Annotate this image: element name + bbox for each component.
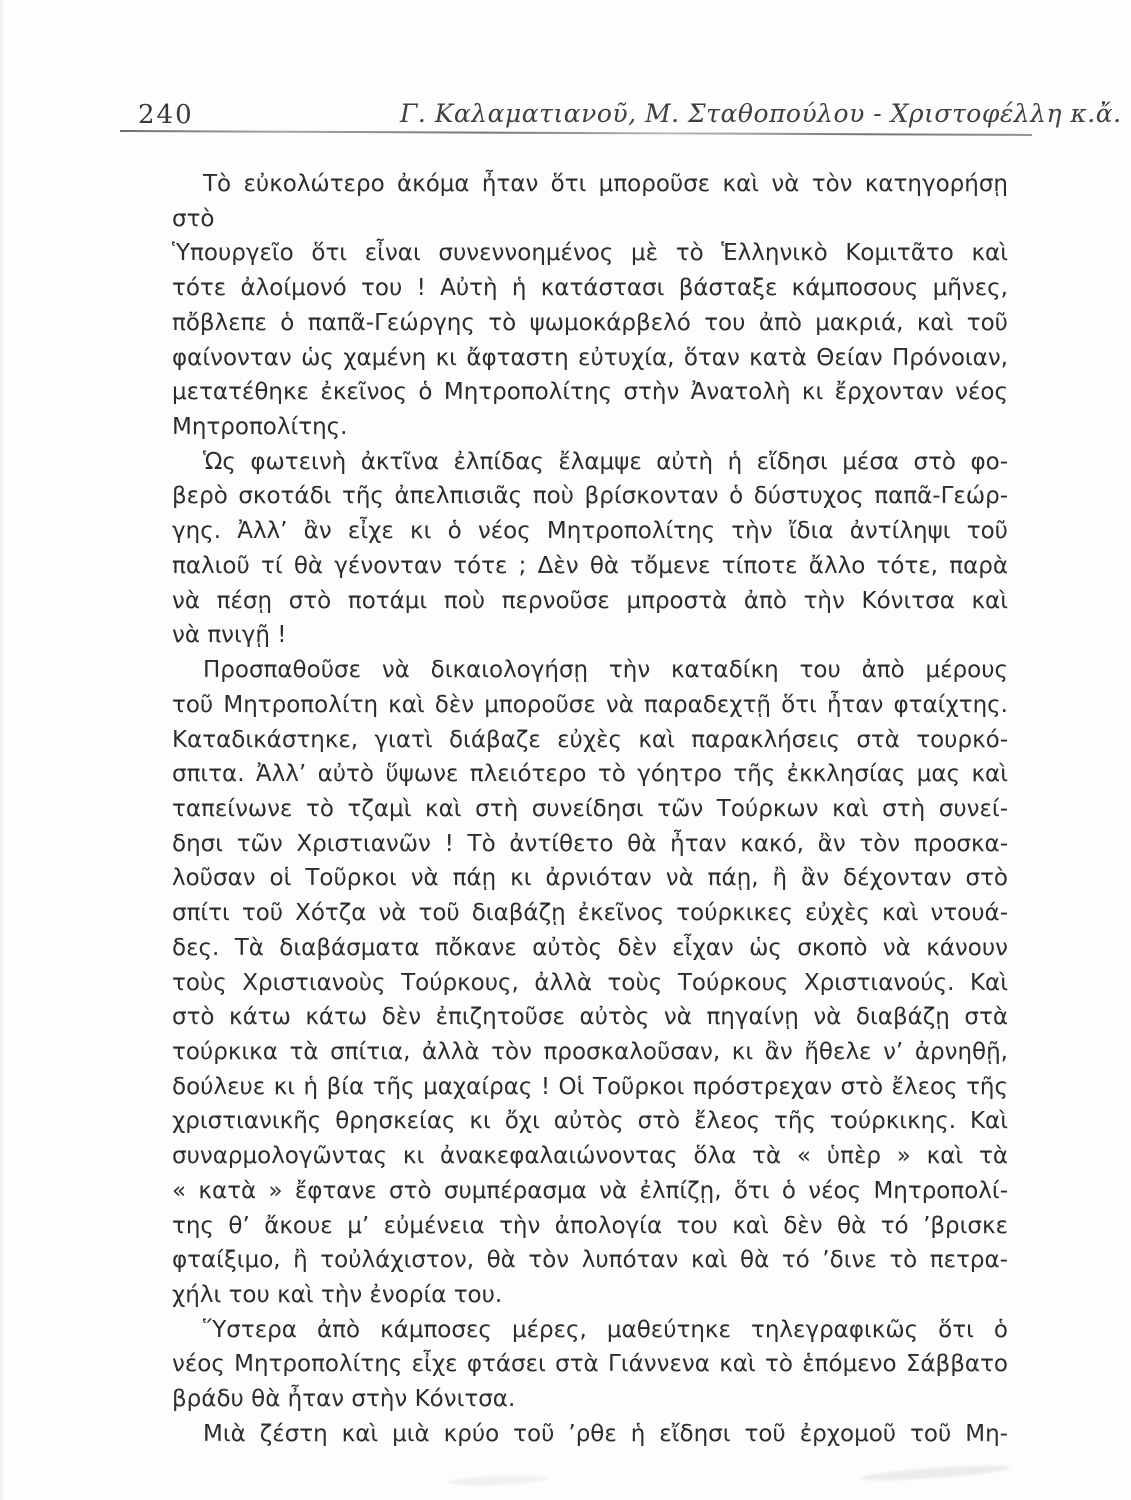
- text-line: συναρμολογῶντας κι ἀνακεφαλαιώνοντας ὅλα τὰ « ὑπὲρ » καὶ τὰ: [172, 1143, 1008, 1170]
- text-line: Καταδικάστηκε, γιατὶ διάβαζε εὐχὲς καὶ παρακλήσεις στὰ τουρκό-: [172, 726, 1008, 753]
- text-line: τούρκικα τὰ σπίτια, ἀλλὰ τὸν προσκαλοῦσαν, κι ἂν ἤθελε ν’ ἀρνηθῇ,: [172, 1038, 1008, 1065]
- text-line: δούλευε κι ἡ βία τῆς μαχαίρας ! Οἱ Τοῦρκοι πρόστρεχαν στὸ ἔλεος τῆς: [172, 1073, 1008, 1100]
- text-line: βερὸ σκοτάδι τῆς ἀπελπισιᾶς ποὺ βρίσκονταν ὁ δύστυχος παπᾶ-Γεώρ-: [172, 483, 1008, 510]
- text-line: νέος Μητροπολίτης εἶχε φτάσει στὰ Γιάννενα καὶ τὸ ἑπόμενο Σάββατο: [172, 1351, 1008, 1378]
- text-line: στὸ κάτω κάτω δὲν ἐπιζητοῦσε αὐτὸς νὰ πηγαίνῃ νὰ διαβάζῃ στὰ: [172, 1004, 1008, 1031]
- text-line: μετατέθηκε ἐκεῖνος ὁ Μητροπολίτης στὴν Ἀνατολὴ κι ἔρχονταν νέος: [172, 379, 1008, 406]
- scan-edge-shade: [0, 0, 5, 1500]
- text-line: λοῦσαν οἱ Τοῦρκοι νὰ πάῃ κι ἀρνιόταν νὰ πάῃ, ἢ ἂν δέχονταν στὸ: [172, 865, 1008, 892]
- page-body-text: [172, 167, 1008, 1452]
- text-line: τοῦ Μητροπολίτη καὶ δὲν μποροῦσε νὰ παραδεχτῇ ὅτι ἦταν φταίχτης.: [172, 691, 1008, 718]
- text-line: Ὕστερα ἀπὸ κάμποσες μέρες, μαθεύτηκε τηλεγραφικῶς ὅτι ὁ: [203, 1316, 1008, 1343]
- text-line: δησι τῶν Χριστιανῶν ! Τὸ ἀντίθετο θὰ ἦταν κακό, ἂν τὸν προσκα-: [172, 830, 1008, 857]
- text-line: Μιὰ ζέστη καὶ μιὰ κρύο τοῦ ’ρθε ἡ εἴδησι τοῦ ἐρχομοῦ τοῦ Μη-: [203, 1420, 1008, 1447]
- text-line: πὄβλεπε ὁ παπᾶ-Γεώργης τὸ ψωμοκάρβελό του ἀπὸ μακριά, καὶ τοῦ: [172, 309, 1008, 336]
- text-line: « κατὰ » ἔφτανε στὸ συμπέρασμα νὰ ἐλπίζῃ, ὅτι ὁ νέος Μητροπολί-: [172, 1177, 1008, 1204]
- scan-smudge: [860, 1463, 1010, 1483]
- text-line: νὰ πέσῃ στὸ ποτάμι ποὺ περνοῦσε μπροστὰ ἀπὸ τὴν Κόνιτσα καὶ: [172, 587, 1008, 614]
- text-line: Προσπαθοῦσε νὰ δικαιολογήσῃ τὴν καταδίκη του ἀπὸ μέρους: [203, 657, 1008, 684]
- text-line: της θ’ ἄκουε μ’ εὐμένεια τὴν ἀπολογία του καὶ δὲν θὰ τό ’βρισκε: [172, 1212, 1008, 1239]
- text-line: Τὸ εὐκολώτερο ἀκόμα ἦταν ὅτι μποροῦσε καὶ νὰ τὸν κατηγορήσῃ στὸ: [172, 171, 1008, 232]
- text-line: τότε ἀλοίμονό του ! Αὐτὴ ἡ κατάστασι βάσταξε κάμποσους μῆνες,: [172, 275, 1008, 302]
- text-line: τοὺς Χριστιανοὺς Τούρκους, ἀλλὰ τοὺς Τούρκους Χριστιανούς. Καὶ: [172, 969, 1008, 996]
- scan-smudge: [447, 1474, 547, 1486]
- text-line: φταίξιμο, ἢ τοὐλάχιστον, θὰ τὸν λυπόταν καὶ θὰ τό ’δινε τὸ πετρα-: [172, 1247, 1008, 1274]
- text-line: Ὑπουργεῖο ὅτι εἶναι συνεννοημένος μὲ τὸ Ἑλληνικὸ Κομιτᾶτο καὶ: [172, 240, 1008, 267]
- text-line: παλιοῦ τί θὰ γένονταν τότε ; Δὲν θὰ τὄμενε τίποτε ἄλλο τότε, παρὰ: [172, 552, 1008, 579]
- running-head: Γ. Καλαματιανοῦ, Μ. Σταθοπούλου - Χριστοφέλλη κ.ἄ.: [400, 99, 1122, 128]
- text-line: βράδυ θὰ ἦταν στὴν Κόνιτσα.: [172, 1386, 516, 1413]
- text-line: Μητροπολίτης.: [172, 414, 348, 441]
- text-line: δες. Τὰ διαβάσματα πὄκανε αὐτὸς δὲν εἶχαν ὡς σκοπὸ νὰ κάνουν: [172, 934, 1008, 961]
- text-line: ταπείνωνε τὸ τζαμὶ καὶ στὴ συνείδησι τῶν Τούρκων καὶ στὴ συνεί-: [172, 795, 1008, 822]
- header-rule: [120, 130, 1032, 136]
- page-number: 240: [138, 100, 194, 130]
- text-line: χριστιανικῆς θρησκείας κι ὄχι αὐτὸς στὸ ἔλεος τῆς τούρκικης. Καὶ: [172, 1108, 1008, 1135]
- text-line: νὰ πνιγῇ !: [172, 622, 287, 649]
- text-line: φαίνονταν ὡς χαμένη κι ἄφταστη εὐτυχία, ὅταν κατὰ Θείαν Πρόνοιαν,: [172, 344, 1008, 371]
- text-line: σπιτα. Ἀλλ’ αὐτὸ ὕψωνε πλειότερο τὸ γόητρο τῆς ἐκκλησίας μας καὶ: [172, 761, 1008, 788]
- text-line: σπίτι τοῦ Χότζα νὰ τοῦ διαβάζῃ ἐκεῖνος τούρκικες εὐχὲς καὶ ντουά-: [172, 900, 1008, 927]
- text-line: γης. Ἀλλ’ ἂν εἶχε κι ὁ νέος Μητροπολίτης τὴν ἴδια ἀντίληψι τοῦ: [172, 518, 1008, 545]
- text-line: χήλι του καὶ τὴν ἐνορία του.: [172, 1282, 503, 1308]
- text-line: Ὡς φωτεινὴ ἀκτῖνα ἐλπίδας ἔλαμψε αὐτὴ ἡ εἴδησι μέσα στὸ φο-: [203, 448, 1008, 475]
